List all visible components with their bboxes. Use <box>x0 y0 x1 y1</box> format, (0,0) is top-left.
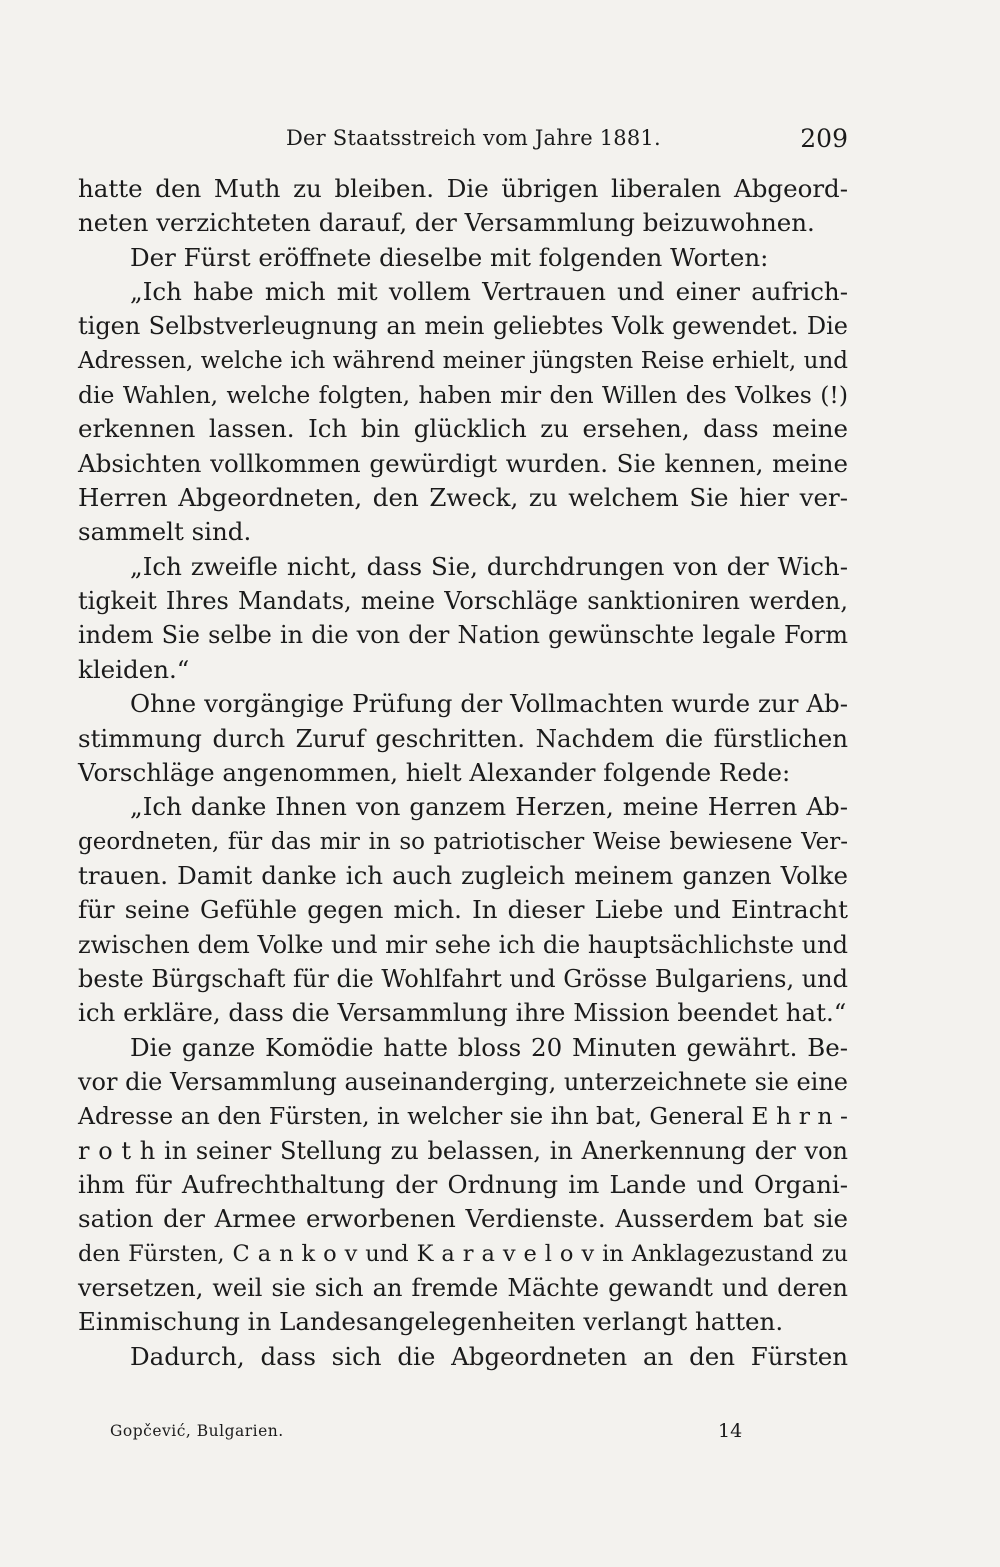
text-line: tigkeit Ihres Mandats, meine Vorschläge sanktioniren werden, <box>78 587 848 616</box>
text-line: beste Bürgschaft für die Wohlfahrt und Grösse Bulgariens, und <box>78 964 848 993</box>
body-text <box>78 172 848 1374</box>
text-line: Herren Abgeordneten, den Zweck, zu welchem Sie hier ver- <box>78 483 848 513</box>
text-line: den Fürsten, C a n k o v und K a r a v e l o v in Anklagezustand zu <box>78 1240 848 1267</box>
text-line: erkennen lassen. Ich bin glücklich zu ersehen, dass meine <box>78 414 848 444</box>
text-line: indem Sie selbe in die von der Nation gewünschte legale Form <box>78 621 848 650</box>
text-line: „Ich danke Ihnen von ganzem Herzen, meine Herren Ab- <box>130 792 848 822</box>
text-line: für seine Gefühle gegen mich. In dieser Liebe und Eintracht <box>78 895 848 925</box>
text-line: Adressen, welche ich während meiner jüngsten Reise erhielt, und <box>78 347 848 374</box>
running-title: Der Staatsstreich vom Jahre 1881. <box>286 126 661 150</box>
text-line: Vorschläge angenommen, hielt Alexander folgende Rede: <box>78 757 791 787</box>
text-line: ich erkläre, dass die Versammlung ihre Mission beendet hat.“ <box>78 998 847 1028</box>
text-line: geordneten, für das mir in so patriotischer Weise bewiesene Ver- <box>78 828 848 855</box>
text-line: neten verzichteten darauf, der Versammlung beizuwohnen. <box>78 208 815 238</box>
text-line: Absichten vollkommen gewürdigt wurden. Sie kennen, meine <box>78 448 848 478</box>
footer-author: Gopčević, Bulgarien. <box>110 1422 284 1440</box>
text-line: Der Fürst eröffnete dieselbe mit folgenden Worten: <box>130 242 769 272</box>
page-number: 209 <box>800 124 848 153</box>
text-line: zwischen dem Volke und mir sehe ich die hauptsächlichste und <box>78 930 848 959</box>
text-line: „Ich habe mich mit vollem Vertrauen und einer aufrich- <box>130 277 848 307</box>
sheet-number: 14 <box>718 1420 743 1442</box>
text-line: Die ganze Komödie hatte bloss 20 Minuten gewährt. Be- <box>130 1032 848 1062</box>
text-line: Einmischung in Landesangelegenheiten verlangt hatten. <box>78 1307 784 1337</box>
text-line: tigen Selbstverleugnung an mein geliebtes Volk gewendet. Die <box>78 312 848 341</box>
text-line: Dadurch, dass sich die Abgeordneten an den Fürsten <box>130 1341 848 1371</box>
text-line: stimmung durch Zuruf geschritten. Nachdem die fürstlichen <box>78 723 848 753</box>
text-line: sation der Armee erworbenen Verdienste. Ausserdem bat sie <box>78 1204 848 1234</box>
text-line: hatte den Muth zu bleiben. Die übrigen liberalen Abgeord- <box>78 174 848 203</box>
text-line: ihm für Aufrechthaltung der Ordnung im Lande und Organi- <box>78 1169 848 1199</box>
text-line: trauen. Damit danke ich auch zugleich meinem ganzen Volke <box>78 860 848 890</box>
text-line: versetzen, weil sie sich an fremde Mächte gewandt und deren <box>78 1274 848 1302</box>
page-footer <box>78 1420 848 1450</box>
text-line: kleiden.“ <box>78 654 190 684</box>
text-line: Adresse an den Fürsten, in welcher sie ihn bat, General E h r n - <box>78 1102 848 1131</box>
running-head <box>78 122 848 162</box>
text-line: r o t h in seiner Stellung zu belassen, in Anerkennung der von <box>78 1136 848 1165</box>
text-line: Ohne vorgängige Prüfung der Vollmachten wurde zur Ab- <box>130 689 848 719</box>
text-line: vor die Versammlung auseinanderging, unterzeichnete sie eine <box>78 1067 849 1096</box>
text-line: sammelt sind. <box>78 517 252 547</box>
text-line: die Wahlen, welche folgten, haben mir den Willen des Volkes (!) <box>78 381 848 410</box>
text-line: „Ich zweifle nicht, dass Sie, durchdrungen von der Wich- <box>130 551 848 581</box>
